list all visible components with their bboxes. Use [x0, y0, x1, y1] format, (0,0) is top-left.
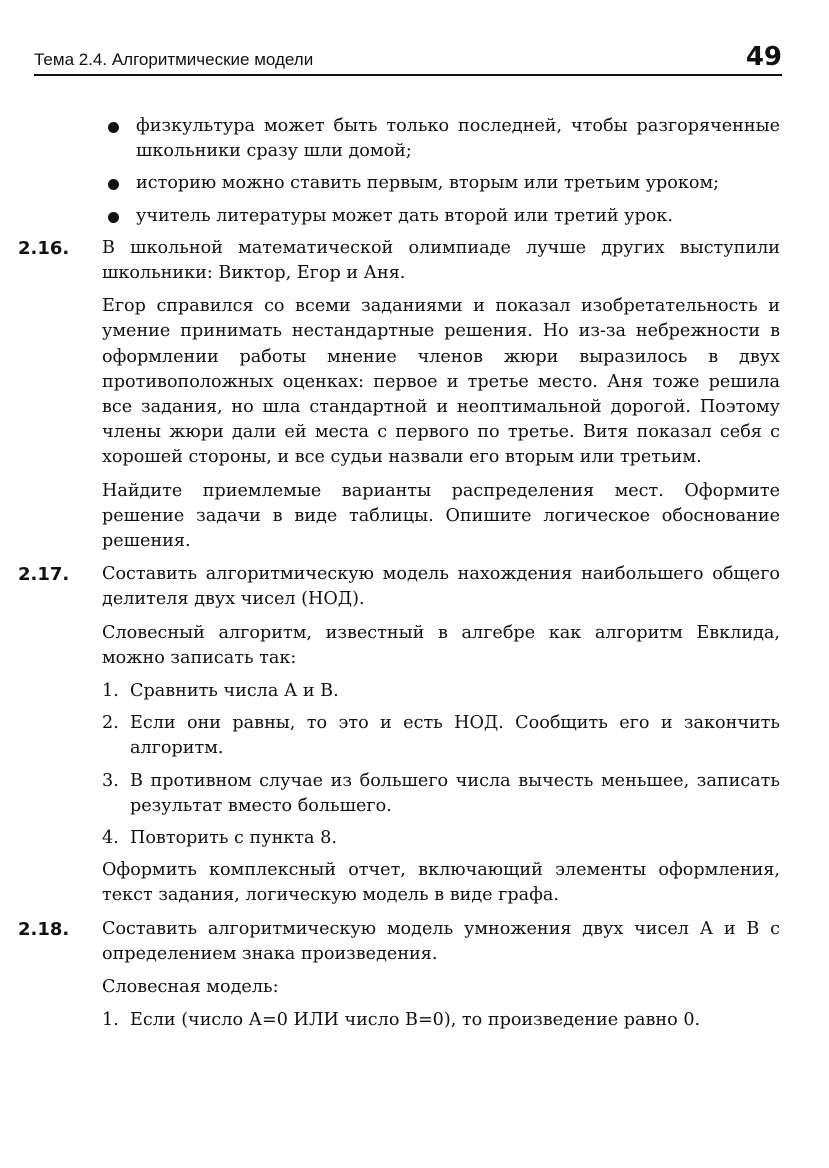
problem-2-18: [18, 917, 780, 967]
paragraph: Оформить комплексный отчет, включающий элементы оформления, текст задания, логическую модель в виде графа.: [102, 860, 780, 906]
problem-number: 2.17.: [18, 564, 70, 586]
problem-statement: Составить алгоритмическую модель умножения двух чисел А и В с определением знака произведения.: [102, 918, 780, 964]
paragraph: Егор справился со всеми заданиями и показал изобретательность и умение принимать нестандартные решения. Но из-за небрежности в оформлении работы мнение членов жюри выразилось в двух противоположных оценках: первое и третье место. Аня тоже решила все задания, но шла стандартной и неоптимальной дорогой. Поэтому члены жюри дали ей места с первого по третье. Витя показал себя с хорошей стороны, и все судьи назвали его вторым или третьим.: [102, 296, 780, 468]
page-body: [18, 114, 780, 1041]
page-header: [34, 38, 782, 76]
list-text: Сравнить числа А и В.: [130, 681, 339, 702]
list-item: [102, 826, 780, 851]
problem-2-17: [18, 562, 780, 612]
list-number: 4.: [102, 828, 119, 849]
running-title: Тема 2.4. Алгоритмические модели: [34, 50, 314, 69]
list-text: В противном случае из большего числа вычесть меньшее, записать результат вместо большего.: [130, 770, 780, 816]
paragraph: Словесный алгоритм, известный в алгебре как алгоритм Евклида, можно записать так:: [102, 622, 780, 668]
list-item: [102, 769, 780, 819]
paragraph: Найдите приемлемые варианты распределения мест. Оформите решение задачи в виде таблицы. Опишите логическое обоснование решения.: [102, 480, 780, 552]
problem-statement: В школьной математической олимпиаде лучше других выступили школьники: Виктор, Егор и Аня.: [102, 237, 780, 284]
bullet-item: учитель литературы может дать второй или третий урок.: [102, 204, 780, 229]
list-text: Если (число А=0 ИЛИ число В=0), то произведение равно 0.: [130, 1010, 701, 1031]
page-number: 49: [745, 42, 782, 72]
list-text: Если они равны, то это и есть НОД. Сообщить его и закончить алгоритм.: [130, 713, 780, 759]
list-number: 1.: [102, 1010, 119, 1031]
list-item: [102, 1008, 780, 1033]
list-number: 3.: [102, 770, 119, 791]
problem-statement: Составить алгоритмическую модель нахождения наибольшего общего делителя двух чисел (НОД).: [102, 564, 780, 610]
list-number: 1.: [102, 681, 119, 702]
list-item: [102, 679, 780, 704]
problem-2-16: [18, 236, 780, 286]
problem-number: 2.16.: [18, 237, 70, 259]
list-number: 2.: [102, 713, 119, 734]
list-item: [102, 711, 780, 761]
paragraph: Словесная модель:: [102, 977, 279, 998]
list-text: Повторить с пункта 8.: [130, 828, 337, 849]
bullet-item: физкультура может быть только последней, чтобы разгоряченные школьники сразу шли домой;: [102, 114, 780, 164]
bullet-item: историю можно ставить первым, вторым или третьим уроком;: [102, 171, 780, 196]
problem-number: 2.18.: [18, 918, 70, 940]
